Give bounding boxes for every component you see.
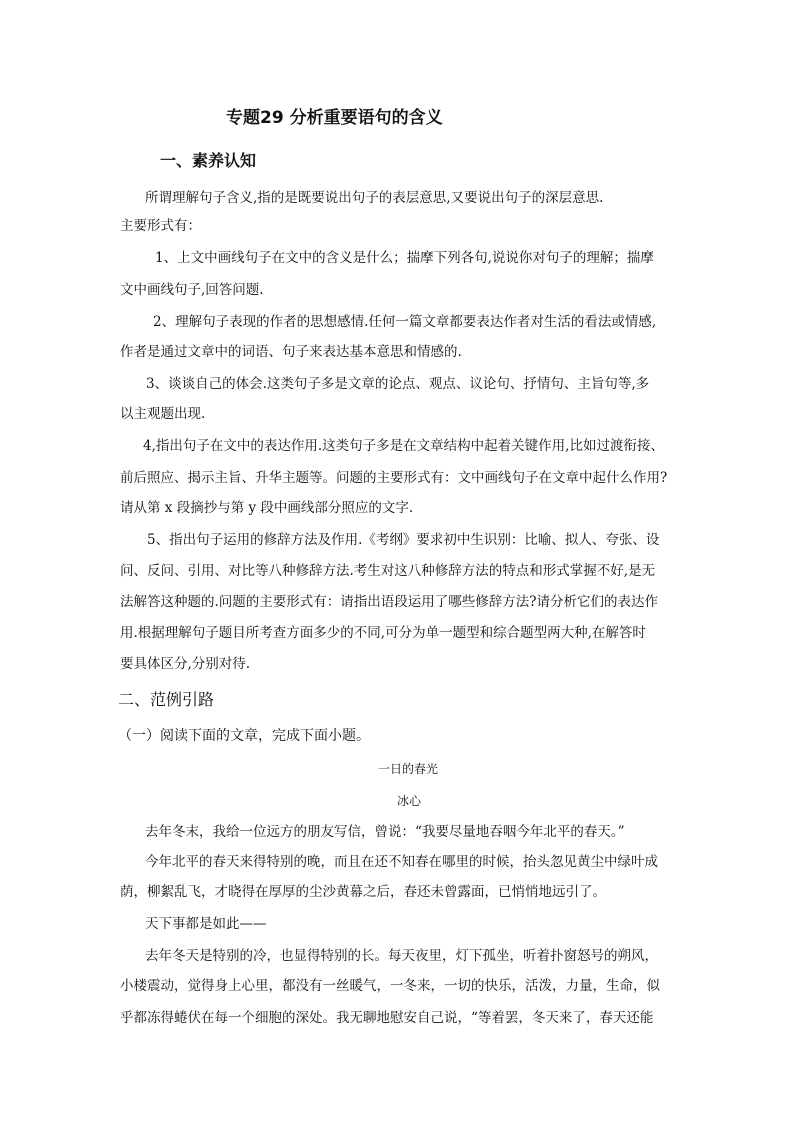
- point-5-line-5: 要具体区分,分别对待.: [120, 656, 251, 672]
- section-1-intro: 所谓理解句子含义,指的是既要说出句子的表层意思,又要说出句子的深层意思.: [145, 190, 604, 206]
- point-3-line-2: 以主观题出现.: [120, 406, 206, 422]
- reading-instruction: （一）阅读下面的文章，完成下面小题。: [118, 728, 370, 744]
- point-5-line-4: 用.根据理解句子题目所考查方面多少的不同,可分为单一题型和综合题型两大种,在解答时: [120, 625, 646, 641]
- point-5-line-2: 问、反问、引用、对比等八种修辞方法.考生对这八种修辞方法的特点和形式掌握不好,是无: [120, 563, 656, 579]
- article-para-4-line-1: 去年冬天是特别的冷，也显得特别的长。每天夜里，灯下孤坐，听着扑窗怒号的朔风，: [145, 948, 658, 964]
- article-para-4-line-3: 乎都冻得蜷伏在每一个细胞的深处。我无聊地慰安自己说，“等着罢，冬天来了，春天还能: [120, 1010, 654, 1026]
- section-2-heading: 二、范例引路: [118, 690, 215, 709]
- point-2-line-2: 作者是通过文章中的词语、句子来表达基本意思和情感的.: [120, 344, 462, 360]
- point-4-line-1: 4,指出句子在文中的表达作用.这类句子多是在文章结构中起着关键作用,比如过渡衔接、: [143, 438, 664, 454]
- article-para-2-line-2: 荫，柳絮乱飞，才晓得在厚厚的尘沙黄幕之后，春还未曾露面，已悄悄地远引了。: [120, 884, 606, 900]
- point-5-line-3: 法解答这种题的.问题的主要形式有：请指出语段运用了哪些修辞方法?请分析它们的表达作: [120, 594, 659, 610]
- article-para-2-line-1: 今年北平的春天来得特别的晚，而且在还不知春在哪里的时候，抬头忽见黄尘中绿叶成: [145, 854, 658, 870]
- section-1-heading: 一、素养认知: [160, 151, 257, 170]
- point-3-line-1: 3、谈谈自己的体会.这类句子多是文章的论点、观点、议论句、抒情句、主旨句等,多: [146, 376, 650, 392]
- point-5-line-1: 5、指出句子运用的修辞方法及作用.《考纲》要求初中生识别：比喻、拟人、夸张、设: [147, 532, 660, 548]
- article-para-1: 去年冬末，我给一位远方的朋友写信，曾说：“我要尽量地吞咽今年北平的春天。”: [145, 824, 625, 840]
- article-para-3: 天下事都是如此——: [145, 916, 267, 932]
- forms-label: 主要形式有：: [120, 218, 201, 234]
- point-4-line-3: 请从第 x 段摘抄与第 y 段中画线部分照应的文字.: [120, 500, 414, 516]
- article-author: 冰心: [397, 794, 422, 808]
- point-1-line-1: 1、上文中画线句子在文中的含义是什么；揣摩下列各句,说说你对句子的理解；揣摩: [155, 250, 654, 266]
- article-para-4-line-2: 小楼震动，觉得身上心里，都没有一丝暖气，一冬来，一切的快乐，活泼，力量，生命，似: [120, 978, 660, 994]
- article-title: 一日的春光: [378, 762, 439, 776]
- point-2-line-1: 2、理解句子表现的作者的思想感情.任何一篇文章都要表达作者对生活的看法或情感,: [153, 314, 657, 330]
- point-4-line-2: 前后照应、揭示主旨、升华主题等。问题的主要形式有：文中画线句子在文章中起什么作用?: [120, 470, 668, 486]
- document-title: 专题29 分析重要语句的含义: [226, 108, 443, 128]
- point-1-line-2: 文中画线句子,回答问题.: [120, 282, 264, 298]
